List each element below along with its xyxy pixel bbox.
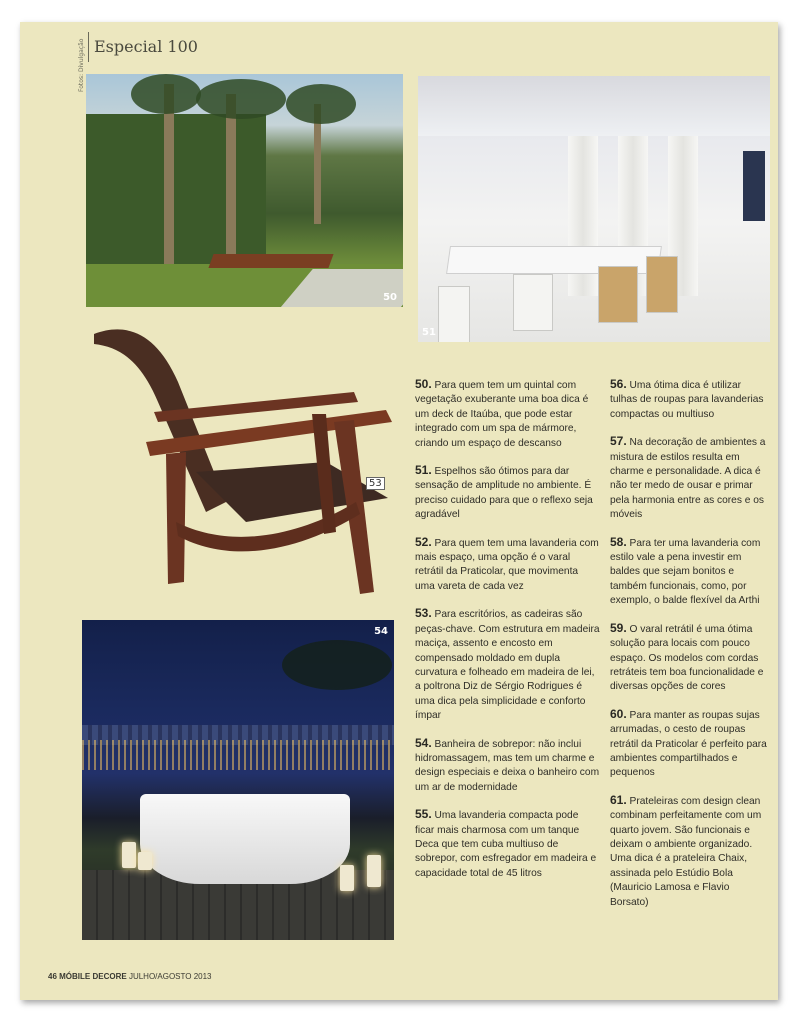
armchair-illustration: [86, 322, 406, 607]
tip-item: [415, 377, 600, 451]
tip-number: 59.: [610, 620, 627, 635]
photo-number: 53: [366, 477, 385, 490]
palm-silhouette: [282, 640, 392, 690]
magazine-name: MÓBILE DECORE: [59, 972, 127, 981]
tip-number: 60.: [610, 706, 627, 721]
photo-credit: Fotos: Divulgação: [78, 38, 85, 92]
tip-item: [610, 377, 770, 422]
tip-number: 50.: [415, 377, 432, 391]
tip-text: Banheira de sobrepor: não inclui hidromassagem, mas tem um charme e design especiais e deixa o banheiro com um ar de modernidade: [415, 738, 600, 793]
tip-text: Prateleiras com design clean combinam perfeitamente com um quarto jovem. São funcionais e deixam o ambiente organizado. Uma dica é a prateleira Chaix, assinada pelo Estúdio Bola (Mauricio Lamosa e Flavio Borsato): [610, 795, 762, 908]
candle: [138, 852, 152, 870]
issue-date: JULHO/AGOSTO 2013: [128, 972, 212, 981]
city-lights: [82, 740, 394, 770]
tip-item: [415, 606, 600, 723]
section-header: [88, 32, 198, 62]
tip-text: Para ter uma lavanderia com estilo vale a pena investir em baldes que sejam bonitos e também funcionais, como, por exemplo, o balde flexível da Arthi: [610, 537, 761, 607]
tip-item: [610, 793, 770, 910]
tip-text: Uma ótima dica é utilizar tulhas de roupas para lavanderias compactas ou multiuso: [610, 380, 764, 420]
wooden-deck: [208, 254, 333, 268]
tip-number: 53.: [415, 606, 432, 621]
tip-number: 56.: [610, 377, 627, 391]
tip-number: 54.: [415, 735, 432, 750]
tip-item: [415, 535, 600, 595]
tip-number: 51.: [415, 463, 432, 478]
dining-chair: [646, 256, 678, 313]
bathtub: [140, 794, 350, 884]
tip-text: Espelhos são ótimos para dar sensação de amplitude no ambiente. É preciso cuidado para que o reflexo seja agradável: [415, 466, 593, 521]
photo-number: 54: [374, 626, 388, 637]
garden-photo: [86, 74, 403, 307]
tip-number: 58.: [610, 534, 627, 549]
ceiling: [418, 76, 770, 136]
photo-number: 50: [383, 292, 397, 303]
tip-text: Uma lavanderia compacta pode ficar mais charmosa com um tanque Deca que tem cuba multiuso de sobrepor, com esfregador em madeira e capacidade total de 45 litros: [415, 810, 597, 879]
tip-number: 61.: [610, 792, 627, 807]
text-column-right: [610, 377, 770, 922]
dining-chair: [598, 266, 638, 323]
palm-frond: [131, 74, 201, 114]
dining-room-photo: [418, 76, 770, 342]
palm-trunk: [226, 94, 236, 264]
green-wall: [86, 114, 266, 264]
dining-chair: [513, 274, 553, 331]
tip-text: Para quem tem uma lavanderia com mais espaço, uma opção é o varal retrátil da Praticolar, que movimenta uma vareta de cada vez: [415, 537, 599, 592]
candle: [340, 865, 354, 891]
armchair-photo: [86, 322, 406, 607]
tip-text: Na decoração de ambientes a mistura de estilos resulta em charme e personalidade. A dica é não ter medo de ousar e primar pela harmonia entre as cores e os móveis: [610, 437, 766, 521]
tip-text: Para manter as roupas sujas arrumadas, o cesto de roupas retrátil da Praticolar é perfeito para ambientes compartilhados e pequenos: [610, 709, 767, 779]
tip-text: O varal retrátil é uma ótima solução para locais com pouco espaço. Os modelos com cordas retráteis tem boa funcionalidade e diversas opções de cores: [610, 623, 764, 693]
tip-number: 57.: [610, 434, 627, 449]
palm-frond: [196, 79, 286, 119]
bathtub-city-photo: [82, 620, 394, 940]
tip-number: 52.: [415, 534, 432, 549]
magazine-page: [20, 22, 778, 1000]
photo-number: 51: [422, 327, 436, 338]
section-title: Especial 100: [94, 37, 198, 56]
page-footer: [48, 972, 212, 981]
candle: [122, 842, 136, 868]
tip-item: [610, 707, 770, 781]
candle: [367, 855, 381, 887]
tip-number: 55.: [415, 807, 432, 822]
tip-text: Para escritórios, as cadeiras são peças-chave. Com estrutura em madeira maciça, assento e encosto em compensado moldado em dupla curvatura e folheado em madeira de lei, a poltrona Diz de Sérgio Rodrigues é uma dica pela simplicidade e conforto ímpar: [415, 609, 600, 722]
page-number: 46: [48, 972, 57, 981]
tip-item: [415, 463, 600, 523]
tip-item: [415, 736, 600, 796]
palm-frond: [286, 84, 356, 124]
tip-item: [610, 434, 770, 522]
tip-text: Para quem tem um quintal com vegetação exuberante uma boa dica é um deck de Itaúba, que pode estar integrado com um spa de mármore, criando um espaço de descanso: [415, 380, 589, 449]
text-column-left: [415, 377, 600, 893]
dining-chair: [438, 286, 470, 342]
wall-art: [743, 151, 765, 221]
tip-item: [415, 807, 600, 881]
tip-item: [610, 621, 770, 695]
tip-item: [610, 535, 770, 609]
